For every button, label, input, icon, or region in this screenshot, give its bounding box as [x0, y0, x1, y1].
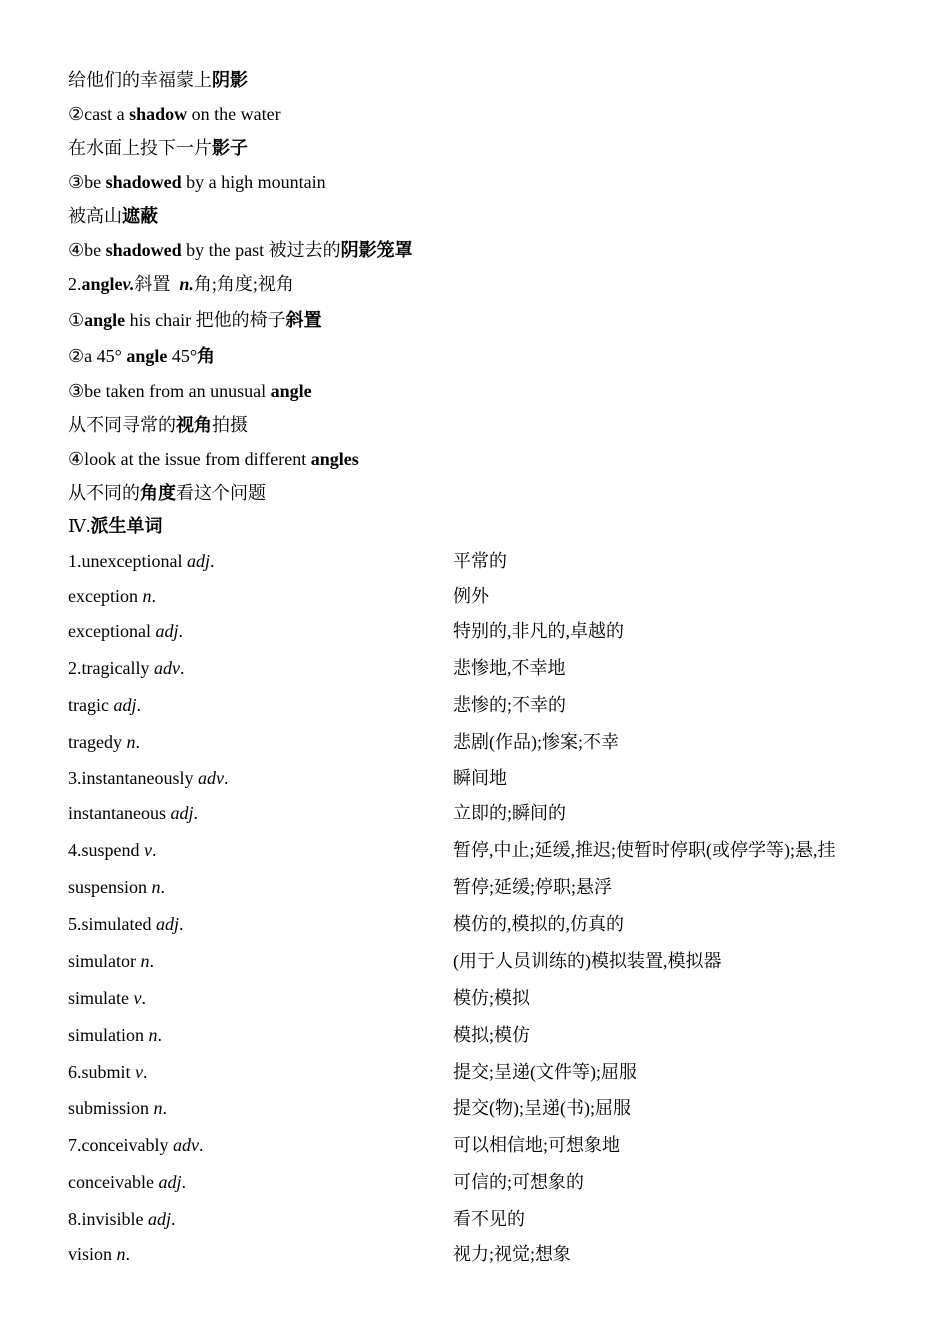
section-title: [68, 514, 162, 538]
part-of-speech: adv: [172, 1135, 199, 1155]
word: 3.instantaneously: [68, 768, 194, 788]
word: vision: [68, 1244, 113, 1264]
text: 被高山: [68, 206, 122, 226]
text: 在水面上投下一片: [68, 138, 212, 158]
text: ①: [68, 310, 85, 330]
word-meaning: 立即的;瞬间的: [453, 803, 567, 823]
section-heading: 派生单词: [90, 516, 163, 536]
word-row: [68, 986, 888, 1010]
word: 8.invisible: [68, 1209, 144, 1229]
word-row: [68, 1096, 888, 1120]
part-of-speech: adj: [170, 803, 194, 823]
part-of-speech: n.: [179, 274, 194, 294]
bold-text: shadowed: [105, 240, 182, 260]
angle-example-1: [68, 308, 322, 332]
word: tragedy: [68, 732, 122, 752]
word-term: instantaneous adj.: [68, 803, 198, 823]
word-term: suspension n.: [68, 877, 166, 897]
text: 拍摄: [212, 415, 248, 435]
text: ②a 45°: [68, 346, 127, 366]
word: tragic: [68, 695, 109, 715]
word: 2.tragically: [68, 658, 150, 678]
word-row: [68, 1133, 888, 1157]
text: ③be taken from an unusual: [68, 381, 271, 401]
text: on the water: [187, 104, 281, 124]
shadow-example-2: [68, 102, 281, 126]
word: 6.submit: [68, 1062, 131, 1082]
bold-text: angle: [270, 381, 312, 401]
bold-text: shadow: [129, 104, 188, 124]
word-term: 5.simulated adj.: [68, 914, 184, 934]
word-term: 1.unexceptional adj.: [68, 551, 215, 571]
bold-text: angle: [84, 310, 126, 330]
word-term: 2.tragically adv.: [68, 658, 185, 678]
word-row: [68, 801, 888, 825]
word-meaning: 例外: [453, 586, 489, 606]
text: by a high mountain: [181, 172, 326, 192]
word-row: [68, 912, 888, 936]
word-meaning: 悲惨的;不幸的: [453, 695, 567, 715]
bold-text: 影子: [212, 138, 248, 158]
word-row: [68, 1242, 888, 1266]
word-meaning: 视力;视觉;想象: [453, 1244, 572, 1264]
part-of-speech: adj: [148, 1209, 172, 1229]
bold-text: angles: [310, 449, 359, 469]
word-term: simulator n.: [68, 951, 154, 971]
word: exceptional: [68, 621, 151, 641]
angle-example-3-translation: [68, 413, 248, 437]
word-meaning: 提交;呈递(文件等);屈服: [453, 1062, 637, 1082]
bold-text: 视角: [176, 415, 212, 435]
shadow-example-1-translation: [68, 68, 248, 92]
word-row: [68, 1207, 888, 1231]
bold-text: shadowed: [105, 172, 182, 192]
text: ③be: [68, 172, 106, 192]
word-meaning: 提交(物);呈递(书);屈服: [453, 1098, 631, 1118]
shadow-example-3: [68, 170, 326, 194]
word-meaning: 可以相信地;可想象地: [453, 1135, 621, 1155]
part-of-speech: n: [151, 877, 161, 897]
word: exception: [68, 586, 138, 606]
word: 5.simulated: [68, 914, 152, 934]
part-of-speech: adj: [113, 695, 137, 715]
shadow-example-2-translation: [68, 136, 248, 160]
part-of-speech: v: [133, 988, 142, 1008]
part-of-speech: v: [135, 1062, 144, 1082]
word: simulator: [68, 951, 136, 971]
angle-example-4-translation: [68, 481, 266, 505]
word-meaning: 特别的,非凡的,卓越的: [453, 621, 624, 641]
word-row: [68, 730, 888, 754]
word-meaning: 暂停;延缓;停职;悬浮: [453, 877, 613, 897]
word: simulation: [68, 1025, 144, 1045]
word-row: [68, 1023, 888, 1047]
word-term: vision n.: [68, 1244, 131, 1264]
text: ④be: [68, 240, 106, 260]
text: his chair 把他的椅子: [125, 310, 286, 330]
angle-example-4: [68, 447, 359, 471]
word-row: [68, 1060, 888, 1084]
word: suspension: [68, 877, 148, 897]
word-row: [68, 693, 888, 717]
section-number: Ⅳ.: [68, 516, 91, 536]
shadow-example-3-translation: [68, 204, 158, 228]
part-of-speech: n: [126, 732, 136, 752]
part-of-speech: n: [148, 1025, 158, 1045]
part-of-speech: n: [116, 1244, 126, 1264]
text: 看这个问题: [176, 483, 266, 503]
word-meaning: 模仿的,模拟的,仿真的: [453, 914, 624, 934]
word-meaning: 瞬间地: [453, 768, 507, 788]
word: 7.conceivably: [68, 1135, 169, 1155]
word-row: [68, 656, 888, 680]
word-meaning: 可信的;可想象的: [453, 1172, 585, 1192]
word-row: [68, 838, 888, 862]
word-term: submission n.: [68, 1098, 168, 1118]
text: 给他们的幸福蒙上: [68, 70, 212, 90]
word: conceivable: [68, 1172, 154, 1192]
word-row: [68, 549, 888, 573]
text: 45°: [167, 346, 198, 366]
word-term: simulate v.: [68, 988, 146, 1008]
word: 4.suspend: [68, 840, 140, 860]
word-meaning: 看不见的: [453, 1209, 525, 1229]
text: ④look at the issue from different: [68, 449, 311, 469]
word-term: 4.suspend v.: [68, 840, 157, 860]
bold-text: 阴影笼罩: [340, 240, 413, 260]
text: 从不同寻常的: [68, 415, 176, 435]
part-of-speech: adv: [197, 768, 224, 788]
part-of-speech: adj: [155, 621, 179, 641]
word-meaning: 平常的: [453, 551, 507, 571]
word-term: 7.conceivably adv.: [68, 1135, 204, 1155]
word-term: simulation n.: [68, 1025, 162, 1045]
shadow-example-4: [68, 238, 413, 262]
angle-example-3: [68, 379, 312, 403]
word-term: exception n.: [68, 586, 156, 606]
angle-example-2: [68, 344, 215, 368]
word: simulate: [68, 988, 129, 1008]
word: instantaneous: [68, 803, 166, 823]
word-row: [68, 1170, 888, 1194]
angle-entry-header: [68, 272, 294, 296]
part-of-speech: v.: [122, 274, 135, 294]
bold-text: angle: [126, 346, 168, 366]
word-term: 3.instantaneously adv.: [68, 768, 229, 788]
bold-text: 斜置: [285, 310, 322, 330]
meaning: 角;角度;视角: [193, 274, 294, 294]
word-row: [68, 766, 888, 790]
part-of-speech: n: [142, 586, 152, 606]
meaning: 斜置: [134, 274, 175, 294]
word-term: 6.submit v.: [68, 1062, 148, 1082]
text: 从不同的: [68, 483, 140, 503]
word-meaning: 悲剧(作品);惨案;不幸: [453, 732, 619, 752]
word: 1.unexceptional: [68, 551, 183, 571]
part-of-speech: adj: [158, 1172, 182, 1192]
word-term: 8.invisible adj.: [68, 1209, 176, 1229]
word-row: [68, 949, 888, 973]
word-term: conceivable adj.: [68, 1172, 186, 1192]
word-meaning: (用于人员训练的)模拟装置,模拟器: [453, 951, 722, 971]
word-meaning: 暂停,中止;延缓,推迟;使暂时停职(或停学等);悬,挂: [453, 840, 836, 860]
word-term: tragic adj.: [68, 695, 141, 715]
bold-text: 阴影: [212, 70, 248, 90]
word-row: [68, 875, 888, 899]
word-term: tragedy n.: [68, 732, 140, 752]
word-row: [68, 584, 888, 608]
part-of-speech: adj: [186, 551, 210, 571]
part-of-speech: v: [144, 840, 152, 860]
word: submission: [68, 1098, 150, 1118]
text: by the past 被过去的: [181, 240, 341, 260]
part-of-speech: adj: [156, 914, 180, 934]
headword: angle: [81, 274, 123, 294]
word-term: exceptional adj.: [68, 621, 183, 641]
part-of-speech: adv: [153, 658, 180, 678]
entry-number: 2.: [68, 274, 82, 294]
word-row: [68, 619, 888, 643]
word-meaning: 悲惨地,不幸地: [453, 658, 566, 678]
bold-text: 遮蔽: [122, 206, 158, 226]
part-of-speech: n: [153, 1098, 163, 1118]
bold-text: 角: [197, 346, 216, 366]
bold-text: 角度: [140, 483, 176, 503]
word-meaning: 模仿;模拟: [453, 988, 531, 1008]
part-of-speech: n: [140, 951, 150, 971]
text: ②cast a: [68, 104, 130, 124]
word-meaning: 模拟;模仿: [453, 1025, 531, 1045]
